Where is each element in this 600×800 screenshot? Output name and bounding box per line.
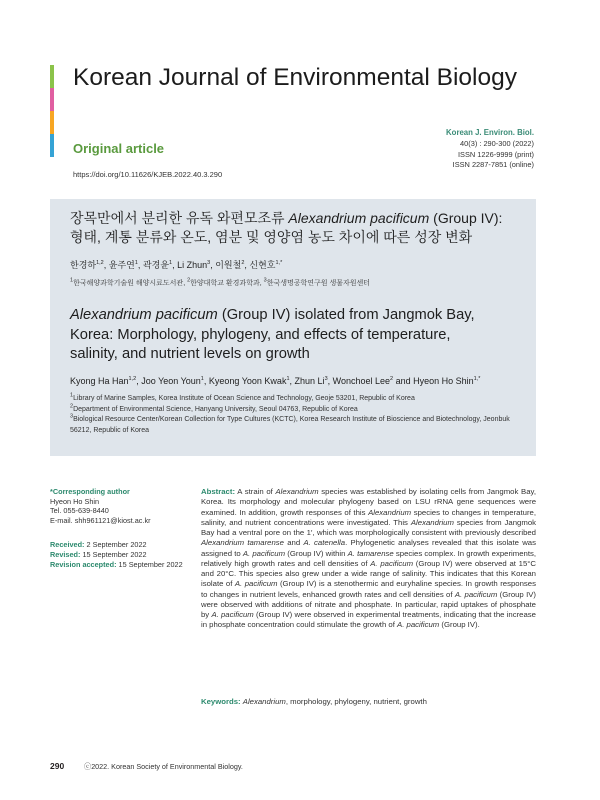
revised-date bbox=[50, 550, 190, 560]
corresponding-author-name: Hyeon Ho Shin bbox=[50, 496, 100, 506]
author-affiliation-mark: 1 bbox=[169, 260, 173, 266]
author-affiliation-mark: 1,2 bbox=[96, 260, 104, 266]
author-name: 한경하 bbox=[70, 260, 97, 270]
color-stripe-orange bbox=[50, 111, 54, 134]
abstract-label: Abstract: bbox=[201, 487, 236, 496]
article-type: Original article bbox=[73, 141, 165, 156]
corresponding-author-label: *Corresponding author bbox=[50, 487, 130, 496]
accepted-label: Revision accepted: bbox=[50, 559, 117, 569]
author-affiliation-mark: 1 bbox=[134, 260, 138, 266]
revised-label: Revised: bbox=[50, 549, 81, 559]
korean-title-part: (Group IV): bbox=[429, 210, 503, 226]
volume-info: 40(3) : 290-300 (2022) bbox=[460, 138, 534, 148]
accepted-date bbox=[50, 560, 190, 570]
affiliation: $^3$Biological Resource Center/Korean Collection for Type Cultures (KCTC), Korea Research Institute of Bioscience and Biotechnology, Jeonbuk 56212, Republic of Korea bbox=[70, 413, 510, 434]
author-name: Kyong Ha Han bbox=[70, 375, 129, 386]
affiliation: $^1$한국해양과학기술원 해양시료도서관, bbox=[70, 277, 188, 287]
abstract bbox=[201, 487, 536, 631]
author-affiliation-mark: 2 bbox=[241, 260, 245, 266]
english-title-line2: Korea: Morphology, phylogeny, and effects of temperature, bbox=[70, 326, 451, 343]
english-title-line3: salinity, and nutrient levels on growth bbox=[70, 346, 310, 362]
author-name: Zhun Li bbox=[294, 375, 325, 386]
author-name: 신현호 bbox=[249, 260, 276, 270]
revised-value: 15 September 2022 bbox=[82, 549, 147, 559]
telephone: Tel. 055-639-8440 bbox=[50, 506, 109, 516]
keywords bbox=[201, 697, 536, 706]
copyright: ⓒ2022. Korean Society of Environmental Biology. bbox=[84, 762, 243, 771]
author-affiliation-mark: 1,* bbox=[473, 375, 481, 382]
author-name: Li Zhun bbox=[177, 260, 208, 270]
author-name: Joo Yeon Youn bbox=[141, 375, 201, 386]
affiliation: $^2$한양대학교 환경과학과, bbox=[187, 277, 264, 287]
affiliation: $^1$Library of Marine Samples, Korea Institute of Ocean Science and Technology, Geoje 53201, Republic of Korea bbox=[70, 392, 415, 402]
korean-title bbox=[70, 209, 516, 247]
korean-title-line2: 형태, 계통 분류와 온도, 염분 및 영양염 농도 차이에 따른 성장 변화 bbox=[70, 229, 473, 245]
author-name: Kyeong Yoon Kwak bbox=[208, 375, 287, 386]
color-stripe-green bbox=[50, 65, 54, 88]
journal-color-bar bbox=[50, 65, 54, 180]
korean-title-part: 장목만에서 분리한 유독 와편모조류 bbox=[70, 210, 289, 226]
journal-meta bbox=[446, 128, 534, 171]
author-affiliation-mark: 3 bbox=[324, 375, 328, 382]
author-affiliation-mark: 3 bbox=[207, 260, 211, 266]
affiliation: $^2$Department of Environmental Science, Hanyang University, Seoul 04763, Republic of Korea bbox=[70, 403, 358, 413]
author-affiliation-mark: 1 bbox=[200, 375, 204, 382]
issn-online: ISSN 2287-7851 (online) bbox=[452, 160, 534, 170]
color-stripe-pink bbox=[50, 88, 54, 111]
received-value: 2 September 2022 bbox=[86, 540, 147, 550]
journal-title: Korean Journal of Environmental Biology bbox=[73, 64, 517, 91]
title-box bbox=[50, 199, 536, 456]
color-stripe-blue bbox=[50, 134, 54, 157]
correspondence-panel bbox=[50, 487, 190, 569]
keywords-text: Alexandrium, morphology, phylogeny, nutrient, growth bbox=[242, 697, 427, 706]
author-affiliation-mark: 1,2 bbox=[128, 375, 137, 382]
email[interactable]: E-mail. shh961121@kiost.ac.kr bbox=[50, 515, 151, 525]
english-affiliations bbox=[70, 394, 516, 436]
english-title-part: (Group IV) isolated from Jangmok Bay, bbox=[217, 307, 475, 323]
issn-print: ISSN 1226-9999 (print) bbox=[458, 149, 534, 159]
author-affiliation-mark: 2 bbox=[390, 375, 394, 382]
doi-link[interactable]: https://doi.org/10.11626/KJEB.2022.40.3.290 bbox=[73, 170, 223, 179]
author-name: 윤주연 bbox=[108, 260, 135, 270]
author-name: 곽경윤 bbox=[142, 260, 170, 270]
english-authors: Kyong Ha Han$^{1,2}$, Joo Yeon Youn$^1$, Kyeong Yoon Kwak$^1$, Zhun Li$^3$, Wonchoel Lee$^2$ and Hyeon Ho Shin$^{1,*}$ bbox=[70, 375, 481, 386]
author-affiliation-mark: 1 bbox=[286, 375, 290, 382]
korean-title-species: Alexandrium pacificum bbox=[288, 210, 430, 226]
author-name: 이원철 bbox=[215, 260, 242, 270]
english-title-species: Alexandrium pacificum bbox=[70, 307, 218, 323]
abstract-text: A strain of Alexandrium species was established by isolating cells from Jangmok Bay, Korea. Its morphology and molecular phylogeny based on LSU rRNA gene sequences were examined. In addition, growth responses of this Alexandrium species to changes in temperature, salinity, and nutrient concentrations were investigated. This Alexandrium species from Jangmok Bay had a ventral pore on the 1′, which was morphologically consistent with previously described Alexandrium tamarense and A. catenella. Phylogenetic analyses revealed that this isolate was assigned to A. pacificum (Group IV) within A. tamarense species complex. In growth experiments, relatively high growth rates and cell densities of A. pacificum (Group IV) were observed at 15°C and 20°C. This species also grew under a wide range of salinity. This indicates that this Korean isolate of A. pacificum (Group IV) is a stenothermic and euryhaline species. In growth responses to changes in nutrient levels, enhanced growth rates and cell densities of A. pacificum (Group IV) were observed with additions of nitrate and phosphate. In particular, rapid uptakes of phosphate by A. pacificum (Group IV) were observed in experimental treatments, indicating that the increase in phosphate concentration could stimulate the growth of A. pacificum (Group IV). bbox=[201, 487, 537, 630]
author-name: Hyeon Ho Shin bbox=[413, 375, 474, 386]
english-title bbox=[70, 306, 516, 365]
page-number: 290 bbox=[50, 761, 65, 771]
received-date bbox=[50, 540, 190, 550]
korean-affiliations bbox=[70, 278, 516, 288]
affiliation: $^3$한국생명공학연구원 생물자원센터 bbox=[263, 277, 371, 287]
author-affiliation-mark: 1,* bbox=[275, 260, 283, 266]
accepted-value: 15 September 2022 bbox=[118, 559, 183, 569]
color-stripe-white bbox=[50, 157, 54, 180]
received-label: Received: bbox=[50, 540, 85, 550]
korean-authors: 한경하$^{1,2}$, 윤주연$^1$, 곽경윤$^1$, Li Zhun$^3$, 이원철$^2$, 신현호$^{1,*}$ bbox=[70, 260, 283, 270]
journal-abbreviation: Korean J. Environ. Biol. bbox=[446, 128, 534, 137]
article-dates bbox=[50, 540, 190, 569]
author-name: Wonchoel Lee bbox=[332, 375, 391, 386]
keywords-label: Keywords: bbox=[201, 697, 241, 706]
